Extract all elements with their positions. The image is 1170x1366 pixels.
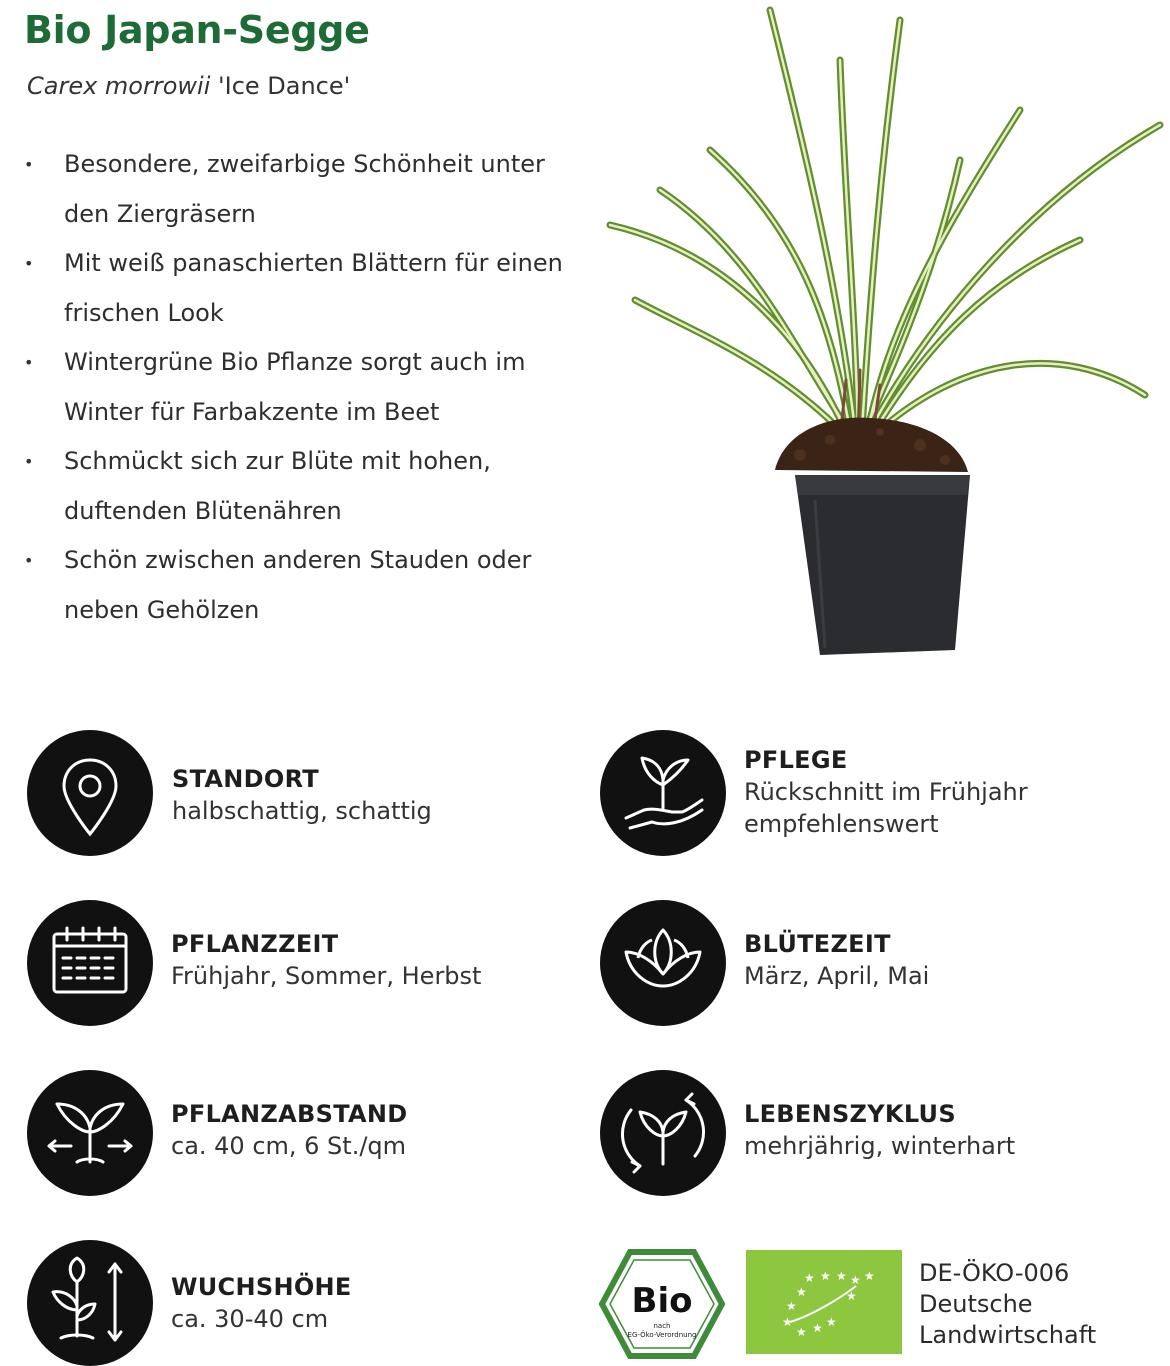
eu-organic-logo [746, 1250, 902, 1354]
location-pin-icon [27, 730, 153, 856]
svg-text:★: ★ [782, 1315, 793, 1329]
svg-text:★: ★ [820, 1269, 831, 1283]
svg-text:★: ★ [804, 1271, 815, 1285]
bullet-item: • Schmückt sich zur Blüte mit hohen, duftenden Blütenähren [24, 437, 584, 536]
svg-text:★: ★ [846, 1289, 857, 1303]
feature-value: empfehlenswert [744, 810, 939, 838]
feature-pflanzabstand [27, 1070, 547, 1196]
feature-label: BLÜTEZEIT [744, 930, 891, 958]
feature-label: PFLANZZEIT [171, 930, 339, 958]
feature-bullet-list [24, 140, 584, 635]
feature-label: PFLANZABSTAND [171, 1100, 408, 1128]
bullet-item: • Schön zwischen anderen Stauden oder neben Gehölzen [24, 536, 584, 635]
feature-label: PFLEGE [744, 746, 848, 774]
feature-value: mehrjährig, winterhart [744, 1132, 1016, 1160]
certification-line2: Deutsche [919, 1290, 1033, 1318]
product-title: Bio Japan-Segge [24, 8, 370, 52]
feature-label: LEBENSZYKLUS [744, 1100, 956, 1128]
feature-label: WUCHSHÖHE [171, 1273, 352, 1301]
svg-text:★: ★ [850, 1273, 861, 1287]
lotus-flower-icon [600, 900, 726, 1026]
feature-value: Rückschnitt im Frühjahr [744, 778, 1028, 806]
svg-text:★: ★ [864, 1269, 875, 1283]
spacing-plant-icon [27, 1070, 153, 1196]
feature-bluetezeit [600, 900, 1120, 1026]
cultivar-name: 'Ice Dance' [218, 72, 351, 100]
svg-text:★: ★ [812, 1321, 823, 1335]
feature-value: ca. 40 cm, 6 St./qm [171, 1132, 407, 1160]
bio-seal-small-1: nach [653, 1322, 671, 1330]
bio-seal-logo [598, 1248, 726, 1360]
svg-text:★: ★ [836, 1269, 847, 1283]
feature-standort [27, 730, 547, 856]
latin-name: Carex morrowii [27, 72, 211, 100]
svg-text:★: ★ [786, 1299, 797, 1313]
feature-wuchshoehe [27, 1240, 547, 1366]
plant-photo [600, 0, 1170, 670]
calendar-icon [27, 900, 153, 1026]
bullet-item: • Wintergrüne Bio Pflanze sorgt auch im Winter für Farbakzente im Beet [24, 338, 584, 437]
feature-label: STANDORT [172, 765, 319, 793]
bio-seal-text: Bio [631, 1281, 693, 1321]
product-subtitle [27, 72, 350, 100]
certification-text [919, 1258, 1096, 1351]
feature-value: ca. 30-40 cm [171, 1305, 329, 1333]
bio-seal-small-2: EG-Öko-Verordnung [627, 1331, 697, 1339]
svg-text:★: ★ [826, 1315, 837, 1329]
seedling-hand-icon [600, 730, 726, 856]
svg-text:★: ★ [796, 1285, 807, 1299]
certification-code: DE-ÖKO-006 [919, 1259, 1070, 1287]
feature-value: März, April, Mai [744, 962, 930, 990]
feature-pflanzzeit [27, 900, 547, 1026]
feature-value: Frühjahr, Sommer, Herbst [171, 962, 482, 990]
feature-value: halbschattig, schattig [172, 797, 432, 825]
feature-lebenszyklus [600, 1070, 1120, 1196]
bullet-item: • Mit weiß panaschierten Blättern für einen frischen Look [24, 239, 584, 338]
cycle-plant-icon [600, 1070, 726, 1196]
certification-line3: Landwirtschaft [919, 1321, 1097, 1349]
svg-text:★: ★ [796, 1325, 807, 1339]
feature-pflege [600, 730, 1120, 856]
bullet-item: • Besondere, zweifarbige Schönheit unter den Ziergräsern [24, 140, 584, 239]
height-plant-icon [27, 1240, 153, 1366]
